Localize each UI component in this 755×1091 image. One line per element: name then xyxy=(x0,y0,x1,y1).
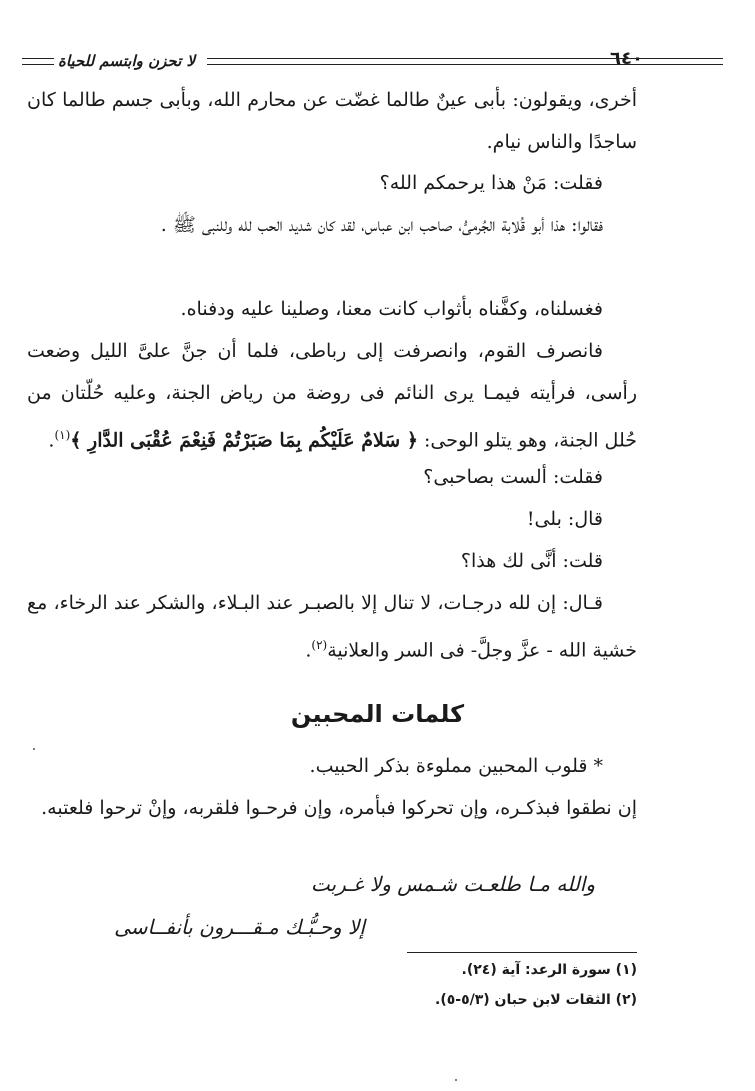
paragraph-9 xyxy=(27,582,637,671)
paragraph-9-text: قـال: إن لله درجـات، لا تنال إلا بالصبـر عند البـلاء، والشكر عند الرخاء، مع خشية الله - عزَّ وجلَّ- فى السر والعلانية xyxy=(27,592,637,662)
header-rule-right xyxy=(653,58,723,65)
footnote-2: (٢) الثقات لابن حبان (٥/٣-٥). xyxy=(435,992,637,1008)
running-header xyxy=(22,48,663,74)
poem-line-1: والله مـا طلعـت شـمس ولا غـربت xyxy=(310,872,595,896)
quran-verse: ﴿ سَلامٌ عَلَيْكُم بِمَا صَبَرْتُمْ فَنِعْمَ عُقْبَى الدَّارِ ﴾ xyxy=(70,429,418,452)
section-paragraph-1: * قلوب المحبين مملوءة بذكر الحبيب. xyxy=(309,755,603,777)
footnote-1: (١) سورة الرعد: آية (٢٤). xyxy=(461,962,637,978)
section-title: كلمات المحبين xyxy=(290,700,465,728)
scan-speck xyxy=(33,748,35,750)
paragraph-1: أخرى، ويقولون: بأبى عينٌ طالما غضّت عن محارم الله، وبأبى جسم طالما كان ساجدًا والناس نيام. xyxy=(27,89,637,153)
paragraph-4: فغسلناه، وكفَّناه بأثواب كانت معنا، وصلينا عليه ودفناه. xyxy=(180,298,603,320)
paragraph-5-end: . xyxy=(48,429,55,452)
scan-speck xyxy=(455,1079,457,1081)
paragraph-3: فقالوا: هذا أبو قُلابة الجُرمىُّ، صاحب ابن عباس، لقد كان شديد الحب لله وللنبى ﷺ . xyxy=(160,214,603,236)
book-title: لا تحزن وابتسم للحياة xyxy=(58,52,196,70)
paragraph-5-text: فانصرف القوم، وانصرفت إلى رباطى، فلما أن جنَّ علىَّ الليل وضعت رأسى، فرأيته فيمـا يرى النائم فى روضة من رياض الجنة، وعليه حُلّتان من حُلل الجنة، وهو يتلو الوحى: xyxy=(27,340,637,452)
paragraph-2: فقلت: مَنْ هذا يرحمكم الله؟ xyxy=(379,172,603,194)
paragraph-5 xyxy=(27,330,637,461)
paragraph-9-end: . xyxy=(305,639,312,662)
footnote-ref-1: (١) xyxy=(54,428,71,442)
poem-line-2: إلا وحـبُّـك مـقـــرون بأنفــاسى xyxy=(114,915,365,939)
footnote-ref-2: (٢) xyxy=(311,638,328,652)
footnote-divider xyxy=(407,952,637,953)
paragraph-6: فقلت: ألست بصاحبى؟ xyxy=(423,466,603,488)
paragraph-7: قال: بلى! xyxy=(526,508,603,530)
page-number: ٦٤٠ xyxy=(610,48,643,69)
paragraph-8: قلت: أنَّى لك هذا؟ xyxy=(460,550,603,572)
section-paragraph-2: إن نطقوا فبذكـره، وإن تحركوا فبأمره، وإن فرحـوا فلقربه، وإنْ ترحوا فلعتبه. xyxy=(41,797,637,819)
header-rule-left xyxy=(22,58,54,65)
header-rule-middle xyxy=(207,58,655,65)
